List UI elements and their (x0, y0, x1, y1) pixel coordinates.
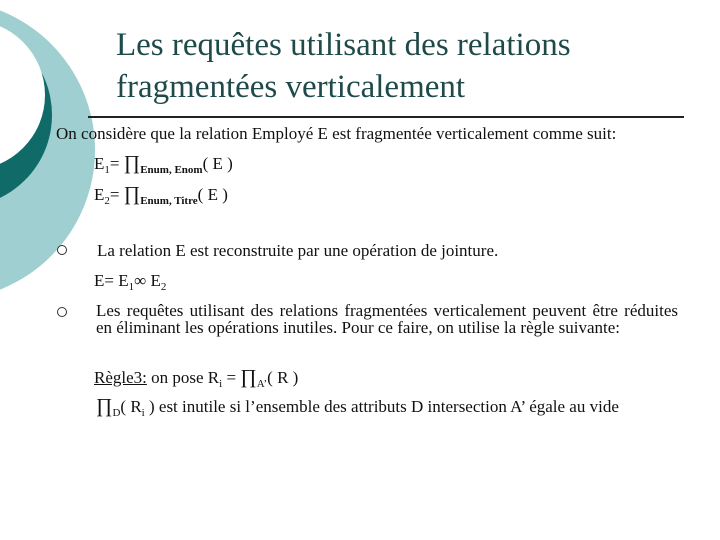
e1-arg: ( E ) (202, 154, 233, 173)
formula-e1 (94, 153, 233, 180)
rule-text-eq: = (222, 368, 241, 387)
bullet-reconstruction: La relation E est reconstruite par une opération de jointure. (97, 241, 499, 260)
e2-lhs: E (94, 185, 105, 204)
e2-lhs-sub: 2 (104, 195, 110, 207)
slide-title-line-1: Les requêtes utilisant des relations (116, 27, 571, 63)
e2-projection-symbol: ∏ (123, 183, 141, 205)
bullet-icon (57, 245, 67, 255)
e2-eq: = (109, 185, 124, 204)
formula-join (94, 271, 166, 297)
join-operator: ∞ E (134, 271, 161, 290)
e1-eq: = (109, 154, 124, 173)
e2-attrs: Enum, Titre (140, 195, 198, 207)
rule-desc-projection-symbol: ∏ (96, 395, 113, 417)
e1-lhs-sub: 1 (104, 164, 110, 176)
slide-title (116, 24, 676, 108)
rule-desc-r-sub: i (141, 407, 145, 419)
join-sub-2: 2 (160, 281, 167, 293)
e2-arg: ( E ) (197, 185, 228, 204)
e1-lhs: E (94, 154, 105, 173)
e1-projection-symbol: ∏ (123, 152, 141, 174)
rule-proj-sub: A’ (256, 378, 268, 390)
rule-projection-symbol: ∏ (240, 366, 257, 388)
slide-title-line-2: fragmentées verticalement (116, 69, 466, 105)
rule-label: Règle3: (94, 368, 147, 387)
intro-text: On considère que la relation Employé E est fragmentée verticalement comme suit: (56, 124, 617, 143)
rule-text-pre: on pose R (146, 368, 220, 387)
e1-attrs: Enum, Enom (140, 164, 203, 176)
bullet-vertical-queries: Les requêtes utilisant des relations fragmentées verticalement peuvent être réduites en éliminant les opérations inutiles. Pour ce faire, on utilise la règle suivante: (96, 301, 678, 337)
bullet-icon (57, 307, 67, 317)
rule-desc-text-a: ( R (120, 397, 142, 416)
join-sub-1: 1 (128, 281, 135, 293)
rule-desc-text-b: ) est inutile si l’ensemble des attributs D intersection A’ égale au vide (144, 397, 619, 416)
rule-3 (94, 367, 298, 394)
formula-e2 (94, 184, 228, 211)
join-lhs: E= E (94, 271, 129, 290)
rule-description (96, 397, 678, 422)
rule-arg: ( R ) (267, 368, 299, 387)
title-underline (88, 116, 684, 118)
rule-desc-d-sub: D (112, 407, 121, 419)
rule-r-sub: i (219, 378, 223, 390)
